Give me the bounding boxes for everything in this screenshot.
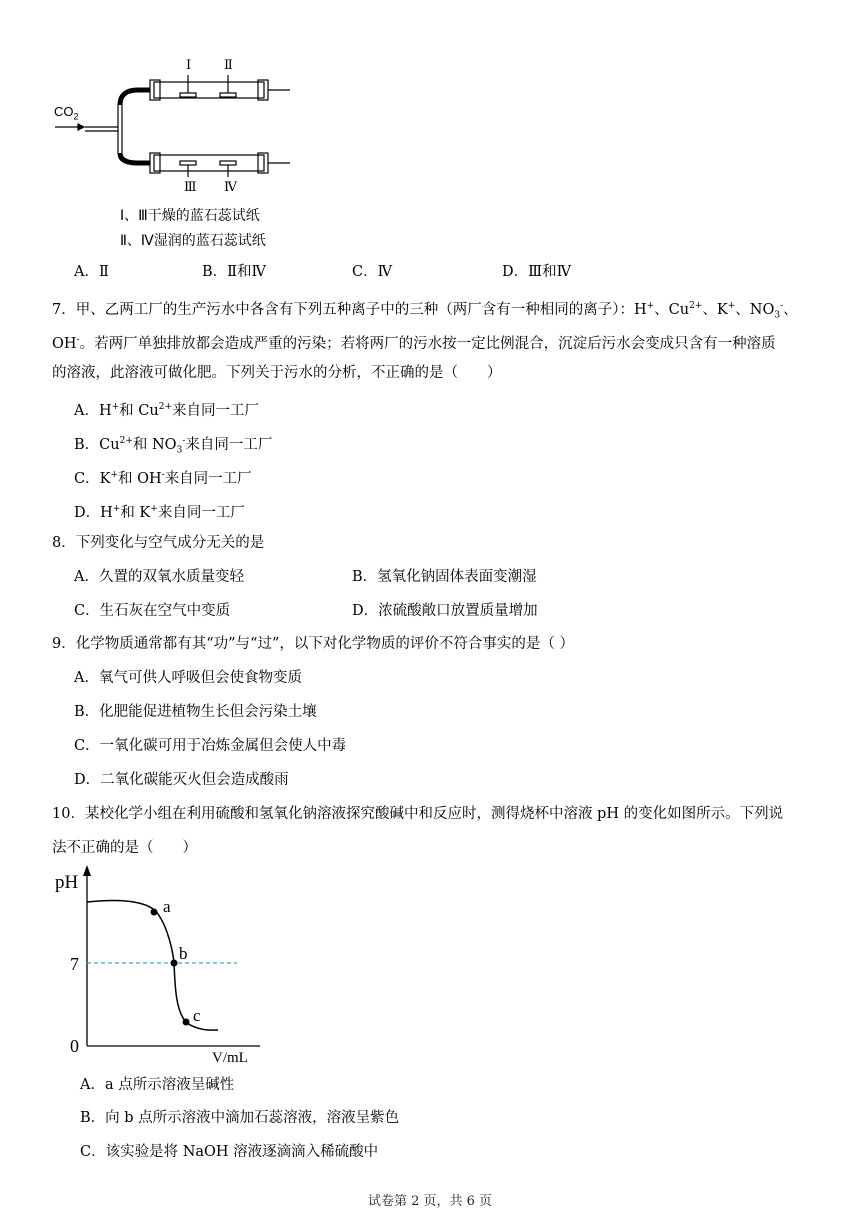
q7-option-b: B．$Cu^{2+}$和 $NO_3^-$来自同一工厂 — [74, 436, 273, 456]
q7-stem-line1: 7．甲、乙两工厂的生产污水中各含有下列五种离子中的三种（两厂含有一种相同的离子）：H+、$Cu^{2+}$、K+、$NO_3^-$、 — [52, 301, 798, 321]
q10-option-b: B．向 b 点所示溶液中滴加石蕊溶液，溶液呈紫色 — [80, 1110, 400, 1126]
q8-option-d: D．浓硫酸敞口放置质量增加 — [352, 603, 538, 619]
q8-option-b: B．氢氧化钠固体表面变潮湿 — [352, 569, 537, 585]
label-b: b — [179, 944, 188, 963]
co2-label: $CO_2$ — [54, 104, 79, 122]
ph-chart — [55, 862, 275, 1067]
point-a — [151, 909, 158, 916]
q10-option-c: C．该实验是将 NaOH 溶液逐滴滴入稀硫酸中 — [80, 1144, 379, 1160]
label-IV: Ⅳ — [224, 180, 237, 195]
q10-stem-line2: 法不正确的是（ ） — [52, 840, 197, 856]
q7-stem-line3: 的溶液，此溶液可做化肥。下列关于污水的分析，不正确的是（ ） — [52, 365, 502, 381]
figure-caption-1: Ⅰ、Ⅲ干燥的蓝石蕊试纸 — [120, 208, 260, 224]
q9-option-c: C．一氧化碳可用于冶炼金属但会使人中毒 — [74, 738, 347, 754]
y-tick-7: 7 — [70, 954, 79, 974]
q6-option-d: D．Ⅲ和Ⅳ — [502, 264, 572, 280]
q8-stem: 8．下列变化与空气成分无关的是 — [52, 535, 265, 551]
ylabel: pH — [55, 872, 79, 893]
q7-stem-line2: OH-。若两厂单独排放都会造成严重的污染；若将两厂的污水按一定比例混合，沉淀后污水会变成只含有一种溶质 — [52, 335, 776, 352]
figure-caption-2: Ⅱ、Ⅳ湿润的蓝石蕊试纸 — [120, 233, 266, 249]
q10-option-a: A．a 点所示溶液呈碱性 — [80, 1077, 235, 1093]
q6-option-b: B．Ⅱ和Ⅳ — [202, 264, 266, 280]
point-c — [183, 1019, 190, 1026]
q6-option-c: C．Ⅳ — [352, 264, 393, 280]
label-I: Ⅰ — [186, 58, 192, 73]
label-III: Ⅲ — [184, 180, 197, 195]
q8-option-c: C．生石灰在空气中变质 — [74, 603, 231, 619]
q7-option-d: D．H+和 K+来自同一工厂 — [74, 504, 245, 521]
label-c: c — [193, 1006, 201, 1025]
q9-option-b: B．化肥能促进植物生长但会污染土壤 — [74, 704, 317, 720]
q6-option-a: A．Ⅱ — [74, 264, 109, 280]
xlabel: V/mL — [212, 1050, 248, 1066]
q7-option-a: A．H+和 $Cu^{2+}$来自同一工厂 — [74, 402, 259, 419]
point-b — [171, 960, 178, 967]
label-a: a — [163, 897, 171, 916]
q8-option-a: A．久置的双氧水质量变轻 — [74, 569, 244, 585]
q7-option-c: C．K+和 OH-来自同一工厂 — [74, 470, 252, 487]
q9-option-d: D．二氧化碳能灭火但会造成酸雨 — [74, 772, 289, 788]
q10-stem-line1: 10．某校化学小组在利用硫酸和氢氧化钠溶液探究酸碱中和反应时，测得烧杯中溶液 pH 的变化如图所示。下列说 — [52, 806, 784, 822]
label-II: Ⅱ — [224, 58, 233, 73]
y-axis-arrow — [83, 865, 91, 876]
page-footer: 试卷第 2 页，共 6 页 — [367, 1194, 493, 1209]
co2-apparatus-figure — [50, 55, 300, 190]
q9-option-a: A．氧气可供人呼吸但会使食物变质 — [74, 670, 302, 686]
y-tick-0: 0 — [70, 1036, 79, 1056]
q9-stem: 9．化学物质通常都有其“功”与“过”，以下对化学物质的评价不符合事实的是（ ） — [52, 636, 574, 652]
